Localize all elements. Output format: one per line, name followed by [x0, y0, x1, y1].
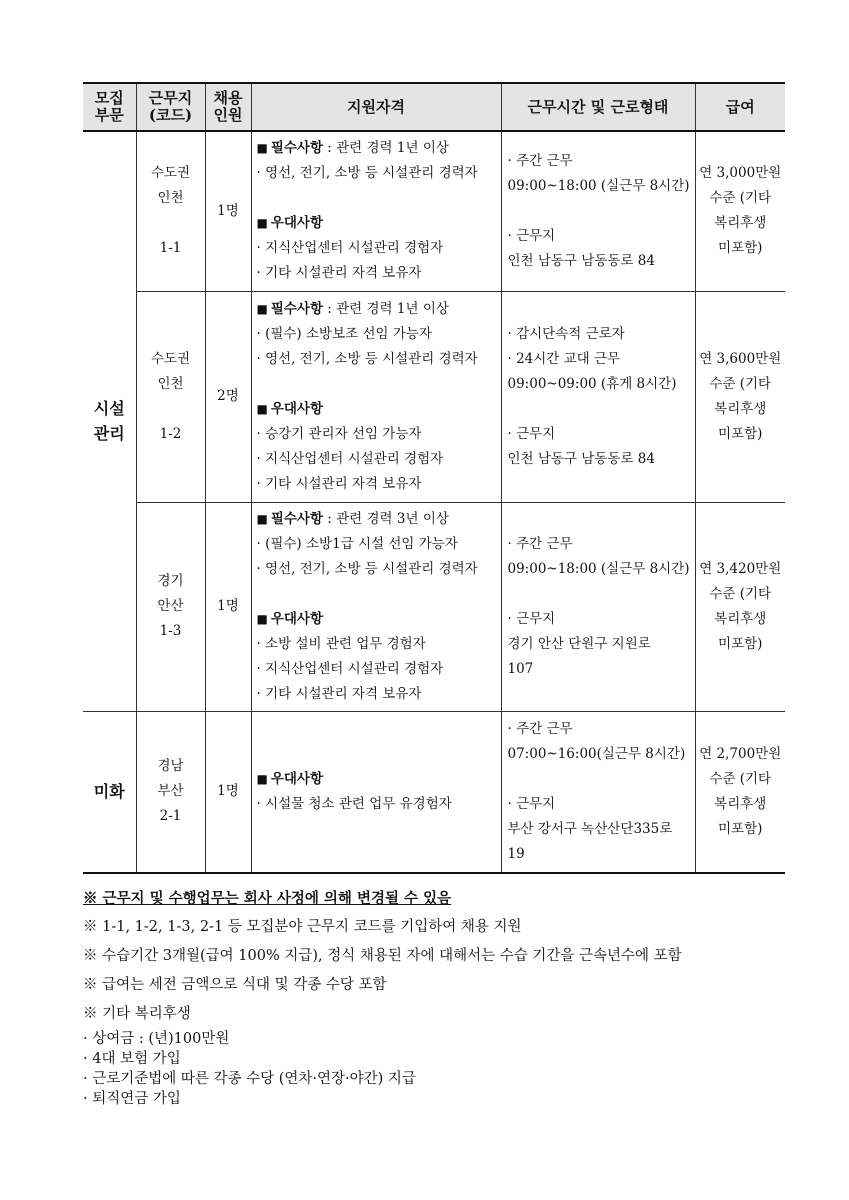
header-qualification: 지원자격	[251, 83, 501, 131]
header-dept: 모집 부문	[83, 83, 136, 131]
qualification-cell: ■ 필수사항 : 관련 경력 3년 이상 · (필수) 소방1급 시설 선임 가능자 · 영선, 전기, 소방 등 시설관리 경력자 ■ 우대사항 · 소방 설비 관련 업무 경험자 · 지식산업센터 시설관리 경험자 · 기타 시설관리 자격 보유자	[251, 502, 501, 711]
hours-cell: · 감시단속적 근로자 · 24시간 교대 근무 09:00~09:00 (휴게 8시간) · 근무지 인천 남동구 남동동로 84	[501, 291, 695, 502]
benefit-item: · 상여금 : (년)100만원	[83, 1031, 230, 1047]
table-row	[83, 502, 785, 711]
benefit-item: · 4대 보험 가입	[83, 1051, 181, 1067]
header-count: 채용 인원	[205, 83, 251, 131]
table-row	[83, 711, 785, 873]
note-item: ※ 1-1, 1-2, 1-3, 2-1 등 모집분야 근무지 코드를 기입하여 채용 지원	[83, 919, 522, 935]
header-location: 근무지 (코드)	[136, 83, 205, 131]
table-row	[83, 131, 785, 291]
benefit-item: · 근로기준법에 따른 각종 수당 (연차·연장·야간) 지급	[83, 1071, 416, 1087]
notes-section	[83, 884, 783, 1109]
table-header-row	[83, 83, 785, 131]
count-cell: 2명	[205, 291, 251, 502]
job-posting-table	[83, 82, 785, 874]
note-item: ※ 급여는 세전 금액으로 식대 및 각종 수당 포함	[83, 977, 387, 993]
qualification-cell: ■ 필수사항 : 관련 경력 1년 이상 · (필수) 소방보조 선임 가능자 · 영선, 전기, 소방 등 시설관리 경력자 ■ 우대사항 · 승강기 관리자 선임 가능자 · 지식산업센터 시설관리 경험자 · 기타 시설관리 자격 보유자	[251, 291, 501, 502]
count-cell: 1명	[205, 711, 251, 873]
location-cell: 수도권 인천 1-2	[136, 291, 205, 502]
header-hours: 근무시간 및 근로형태	[501, 83, 695, 131]
note-item: ※ 근무지 및 수행업무는 회사 사정에 의해 변경될 수 있음	[83, 890, 452, 907]
note-item: ※ 수습기간 3개월(급여 100% 지급), 정식 채용된 자에 대해서는 수습 기간을 근속년수에 포함	[83, 948, 682, 964]
qualification-cell: ■ 우대사항 · 시설물 청소 관련 업무 유경험자	[251, 711, 501, 873]
location-cell: 경기 안산 1-3	[136, 502, 205, 711]
pay-cell: 연 3,600만원 수준 (기타 복리후생 미포함)	[695, 291, 785, 502]
count-cell: 1명	[205, 502, 251, 711]
location-cell: 경남 부산 2-1	[136, 711, 205, 873]
hours-cell: · 주간 근무 07:00~16:00(실근무 8시간) · 근무지 부산 강서구 녹산산단335로 19	[501, 711, 695, 873]
table-row	[83, 291, 785, 502]
note-item: ※ 기타 복리후생	[83, 1006, 191, 1022]
dept-cell-cleaning: 미화	[83, 711, 136, 873]
hours-cell: · 주간 근무 09:00~18:00 (실근무 8시간) · 근무지 인천 남동구 남동동로 84	[501, 131, 695, 291]
qualification-cell: ■ 필수사항 : 관련 경력 1년 이상 · 영선, 전기, 소방 등 시설관리 경력자 ■ 우대사항 · 지식산업센터 시설관리 경험자 · 기타 시설관리 자격 보유자	[251, 131, 501, 291]
dept-cell-facility: 시설 관리	[83, 131, 136, 711]
pay-cell: 연 3,000만원 수준 (기타 복리후생 미포함)	[695, 131, 785, 291]
pay-cell: 연 3,420만원 수준 (기타 복리후생 미포함)	[695, 502, 785, 711]
hours-cell: · 주간 근무 09:00~18:00 (실근무 8시간) · 근무지 경기 안산 단원구 지원로 107	[501, 502, 695, 711]
location-cell: 수도권 인천 1-1	[136, 131, 205, 291]
count-cell: 1명	[205, 131, 251, 291]
header-pay: 급여	[695, 83, 785, 131]
benefit-item: · 퇴직연금 가입	[83, 1091, 181, 1107]
pay-cell: 연 2,700만원 수준 (기타 복리후생 미포함)	[695, 711, 785, 873]
